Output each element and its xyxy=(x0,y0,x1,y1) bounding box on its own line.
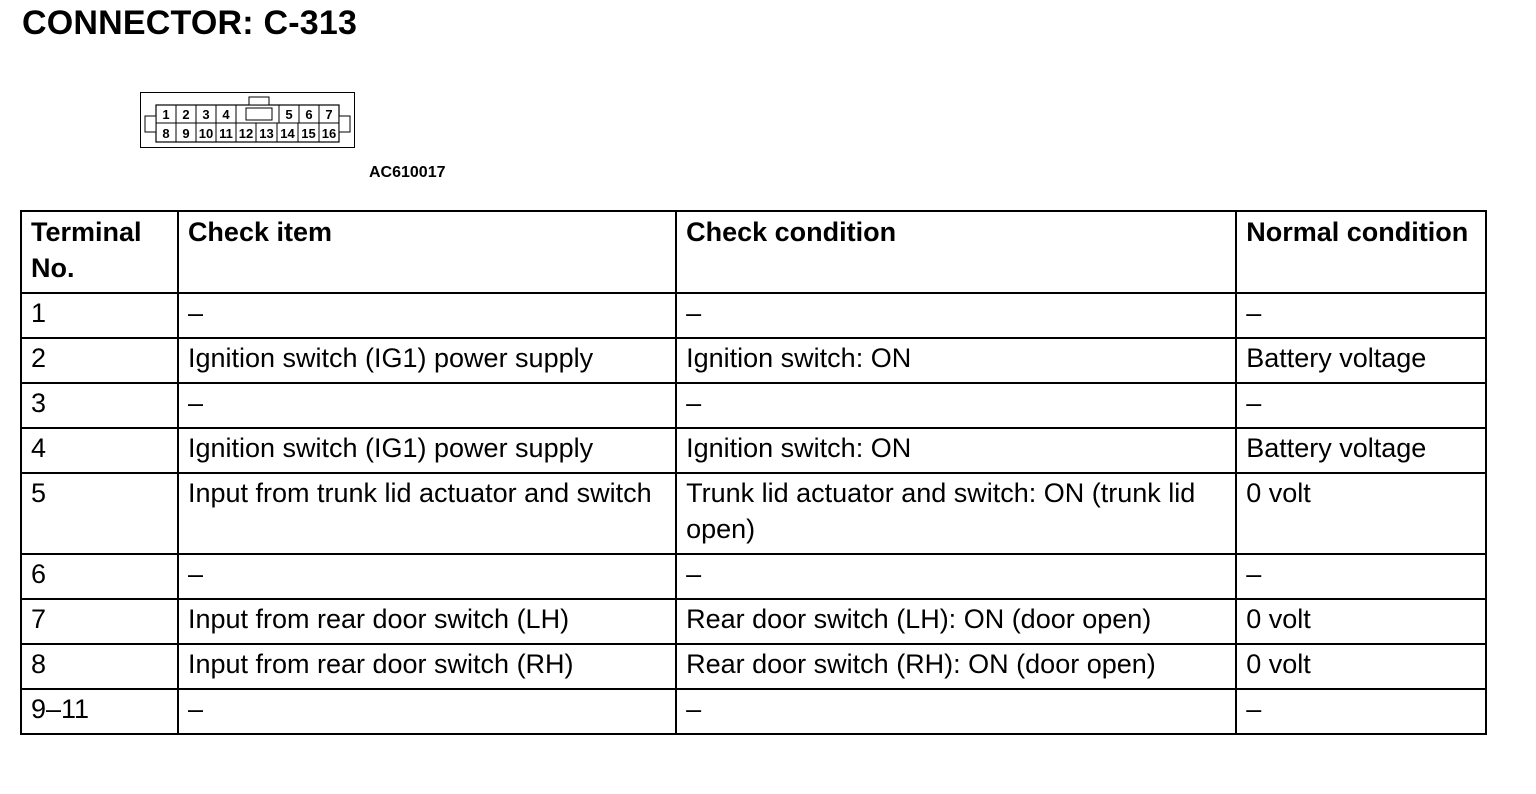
pin-label: 11 xyxy=(219,126,233,141)
cell-check-item: – xyxy=(178,383,676,428)
cell-check-item: Ignition switch (IG1) power supply xyxy=(178,338,676,383)
cell-check-condition: Rear door switch (LH): ON (door open) xyxy=(676,599,1236,644)
table-row xyxy=(21,599,1486,644)
cell-terminal: 4 xyxy=(21,428,178,473)
cell-normal-condition: Battery voltage xyxy=(1236,338,1486,383)
cell-normal-condition: 0 volt xyxy=(1236,599,1486,644)
pin-label: 12 xyxy=(238,126,254,141)
cell-check-item: – xyxy=(178,554,676,599)
cell-terminal: 7 xyxy=(21,599,178,644)
pin-label: 1 xyxy=(162,107,170,122)
pin-label: 10 xyxy=(198,126,214,141)
connector-diagram xyxy=(140,92,355,148)
pin-label: 5 xyxy=(285,107,293,122)
cell-normal-condition: 0 volt xyxy=(1236,473,1486,554)
terminal-check-table xyxy=(20,210,1487,735)
cell-terminal: 3 xyxy=(21,383,178,428)
pin-label: 6 xyxy=(305,107,313,122)
pin-label: 3 xyxy=(202,107,210,122)
cell-terminal: 5 xyxy=(21,473,178,554)
cell-check-condition: – xyxy=(676,293,1236,338)
cell-terminal: 8 xyxy=(21,644,178,689)
pin-label: 15 xyxy=(301,126,316,141)
cell-check-item: Input from rear door switch (LH) xyxy=(178,599,676,644)
header-terminal-no: Terminal No. xyxy=(21,211,178,293)
table-header-row xyxy=(21,211,1486,293)
cell-check-item: – xyxy=(178,293,676,338)
pin-label: 4 xyxy=(222,107,230,122)
cell-check-item: – xyxy=(178,689,676,734)
cell-normal-condition: – xyxy=(1236,293,1486,338)
cell-normal-condition: – xyxy=(1236,383,1486,428)
pin-label: 13 xyxy=(259,126,274,141)
cell-normal-condition: 0 volt xyxy=(1236,644,1486,689)
pin-label: 14 xyxy=(280,126,295,141)
cell-check-condition: Ignition switch: ON xyxy=(676,428,1236,473)
cell-check-condition: – xyxy=(676,689,1236,734)
header-normal-condition: Normal condition xyxy=(1236,211,1486,293)
cell-check-condition: Trunk lid actuator and switch: ON (trunk lid open) xyxy=(676,473,1236,554)
cell-check-item: Input from rear door switch (RH) xyxy=(178,644,676,689)
cell-normal-condition: Battery voltage xyxy=(1236,428,1486,473)
cell-check-item: Input from trunk lid actuator and switch xyxy=(178,473,676,554)
table-row xyxy=(21,293,1486,338)
table-row xyxy=(21,473,1486,554)
pin-label: 7 xyxy=(325,107,333,122)
cell-terminal: 9–11 xyxy=(21,689,178,734)
cell-terminal: 1 xyxy=(21,293,178,338)
cell-terminal: 6 xyxy=(21,554,178,599)
pin-label: 2 xyxy=(182,107,190,122)
header-check-condition: Check condition xyxy=(676,211,1236,293)
cell-check-condition: – xyxy=(676,383,1236,428)
table-row xyxy=(21,644,1486,689)
table-row xyxy=(21,689,1486,734)
header-check-item: Check item xyxy=(178,211,676,293)
page-title: CONNECTOR: C-313 xyxy=(22,4,358,42)
cell-check-condition: Rear door switch (RH): ON (door open) xyxy=(676,644,1236,689)
cell-normal-condition: – xyxy=(1236,689,1486,734)
table-row xyxy=(21,383,1486,428)
cell-check-condition: Ignition switch: ON xyxy=(676,338,1236,383)
pin-label: 9 xyxy=(182,126,190,141)
cell-normal-condition: – xyxy=(1236,554,1486,599)
figure-code: AC610017 xyxy=(369,164,446,181)
cell-check-item: Ignition switch (IG1) power supply xyxy=(178,428,676,473)
pin-label: 16 xyxy=(321,126,337,141)
table-row xyxy=(21,428,1486,473)
cell-terminal: 2 xyxy=(21,338,178,383)
table-row xyxy=(21,338,1486,383)
pin-label: 8 xyxy=(162,126,170,141)
table-row xyxy=(21,554,1486,599)
cell-check-condition: – xyxy=(676,554,1236,599)
